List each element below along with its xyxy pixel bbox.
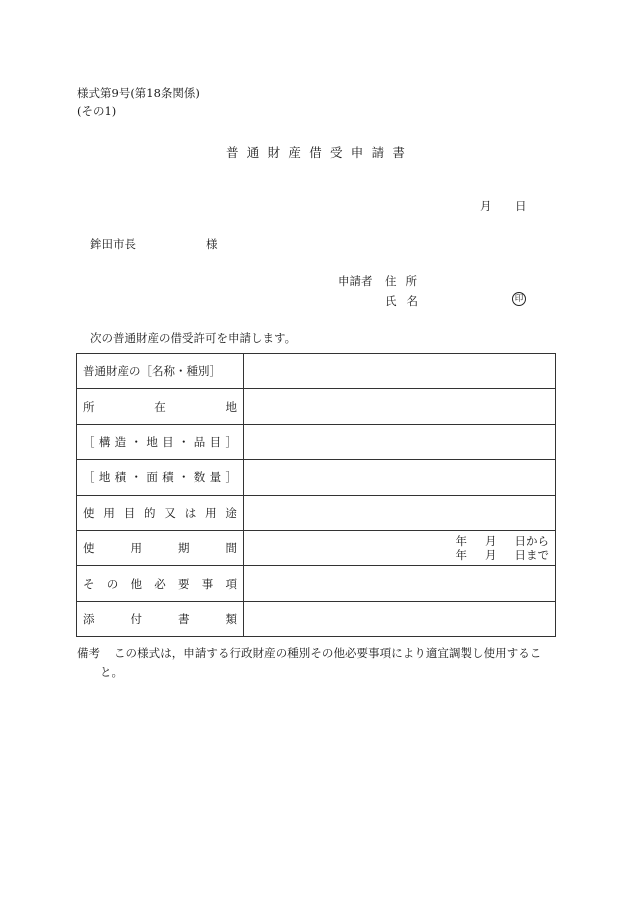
remark-text: この様式は，申請する行政財産の種別その他必要事項により適宜調製し使用するこ xyxy=(114,646,542,660)
row-label-purpose xyxy=(77,495,244,530)
row-label-other xyxy=(77,566,244,601)
table-row xyxy=(77,566,556,601)
row-label-text: 使 用 目 的 又 は 用 途 xyxy=(83,505,237,520)
period-start-line xyxy=(244,534,549,548)
date-month-label: 月 xyxy=(480,199,492,213)
table-row xyxy=(77,601,556,636)
period-field[interactable] xyxy=(244,530,556,565)
property-name-field[interactable] xyxy=(244,354,556,389)
intro-text: 次の普通財産の借受許可を申請します。 xyxy=(90,331,297,345)
row-label-text: 添 付 書 類 xyxy=(83,611,237,626)
attachments-field[interactable] xyxy=(244,601,556,636)
structure-field[interactable] xyxy=(244,424,556,459)
row-label-period xyxy=(77,530,244,565)
remark-text-continued: と。 xyxy=(100,665,123,679)
area-field[interactable] xyxy=(244,460,556,495)
table-row xyxy=(77,354,556,389)
row-label-attachments xyxy=(77,601,244,636)
row-label-text: そ の 他 必 要 事 項 xyxy=(83,576,237,591)
address-label: 住所 xyxy=(385,274,426,288)
row-label-text: ［ 構 造 ・ 地 目 ・ 品 目 ］ xyxy=(83,434,237,449)
period-end-line xyxy=(244,548,549,562)
application-table xyxy=(76,353,556,637)
row-label-location xyxy=(77,389,244,424)
row-label-property-name xyxy=(77,354,244,389)
row-label-text: 使 用 期 間 xyxy=(83,541,237,556)
purpose-field[interactable] xyxy=(244,495,556,530)
period-end-year: 年 xyxy=(455,548,467,563)
name-label: 氏名 xyxy=(385,294,428,308)
form-subnumber: (その1) xyxy=(77,104,117,118)
row-label-area xyxy=(77,460,244,495)
period-end-month: 月 xyxy=(485,548,497,563)
table-row xyxy=(77,424,556,459)
applicant-label: 申請者 xyxy=(338,274,373,288)
table-row xyxy=(77,495,556,530)
location-field[interactable] xyxy=(244,389,556,424)
row-label-text: 普通財産の［名称・種別］ xyxy=(83,364,221,379)
form-number: 様式第9号(第18条関係) xyxy=(77,86,200,100)
addressee-honorific: 様 xyxy=(206,237,218,251)
period-start-day: 日から xyxy=(514,534,549,549)
period-start-month: 月 xyxy=(485,534,497,549)
row-label-text: 所 在 地 xyxy=(83,399,237,414)
addressee-name: 鉾田市長 xyxy=(90,237,136,251)
row-label-text: ［ 地 積 ・ 面 積 ・ 数 量 ］ xyxy=(83,470,237,485)
row-label-structure xyxy=(77,424,244,459)
table-row xyxy=(77,530,556,565)
table-row xyxy=(77,389,556,424)
table-row xyxy=(77,460,556,495)
document-title: 普通財産借受申請書 xyxy=(226,145,414,160)
remark-label: 備考 xyxy=(77,646,100,660)
period-end-day: 日まで xyxy=(514,548,549,563)
period-start-year: 年 xyxy=(455,534,467,549)
other-field[interactable] xyxy=(244,566,556,601)
date-day-label: 日 xyxy=(515,199,527,213)
seal-mark-icon: 印 xyxy=(512,292,526,306)
